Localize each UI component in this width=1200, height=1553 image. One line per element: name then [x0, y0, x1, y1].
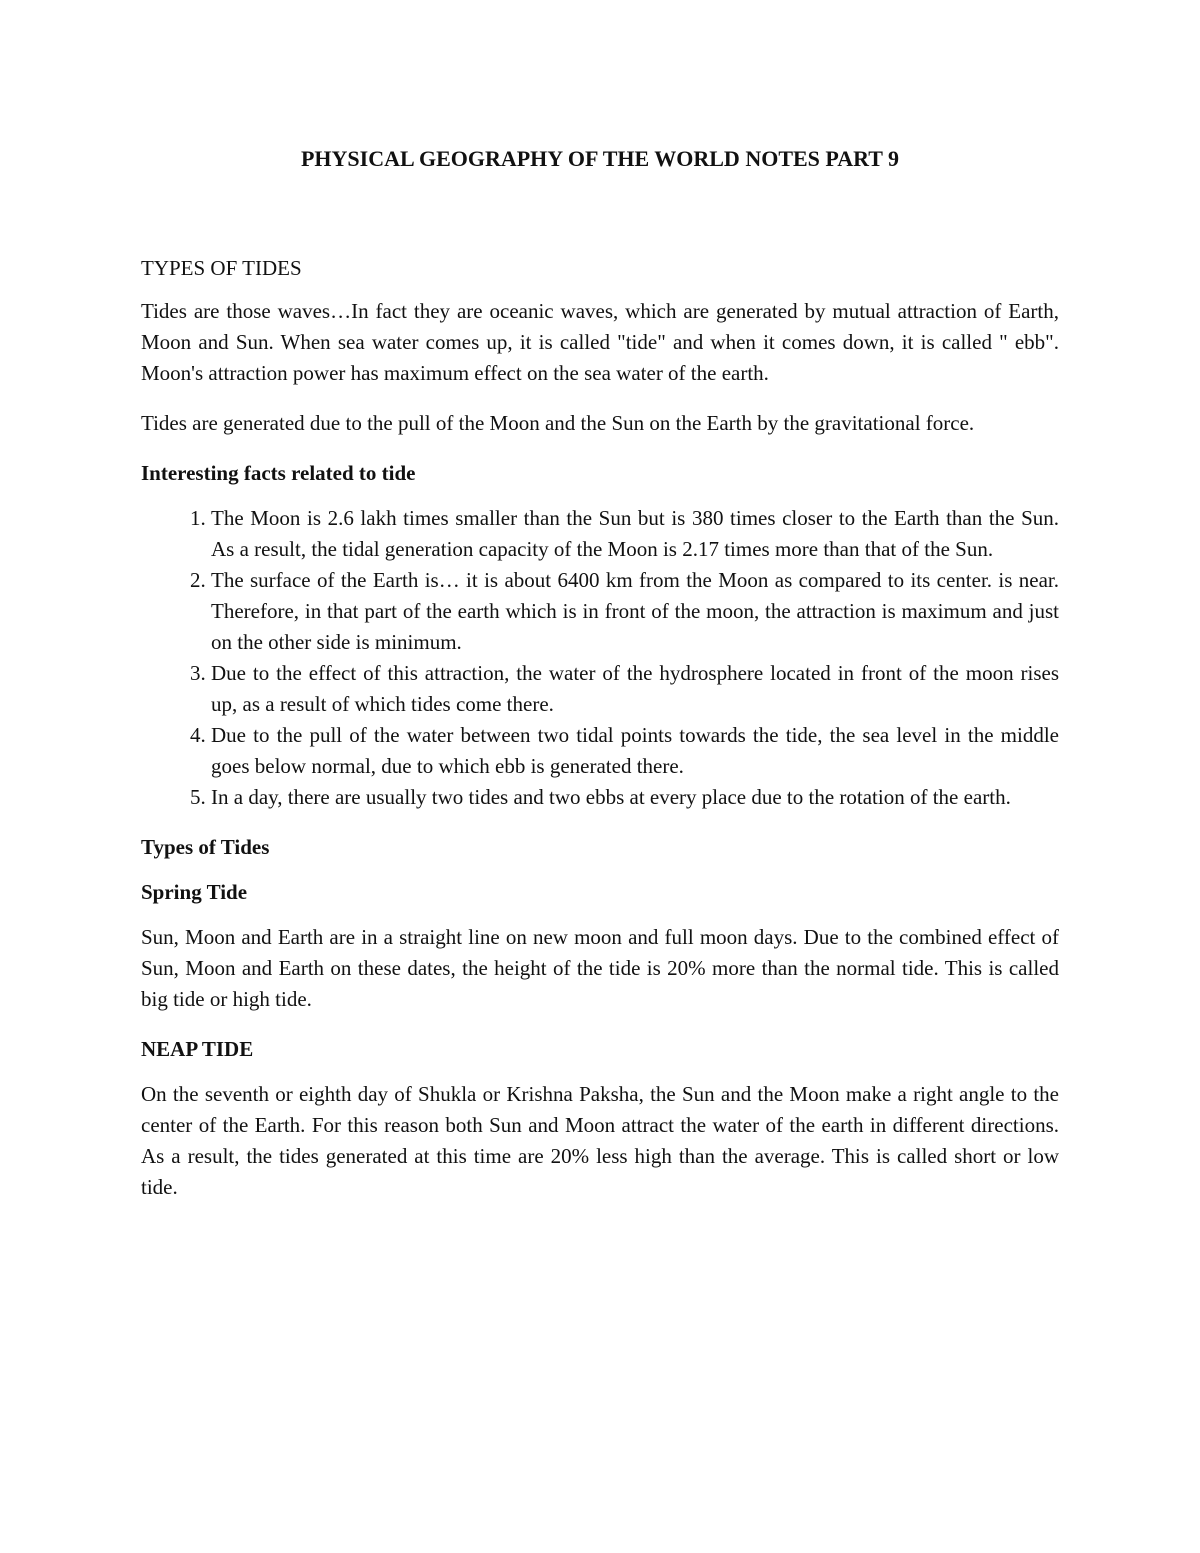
document-body [141, 253, 1059, 1222]
facts-heading: Interesting facts related to tide [141, 461, 416, 485]
list-item: 4. Due to the pull of the water between two tidal points towards the tide, the sea level in the middle goes below normal, due to which ebb is generated there. [211, 720, 1059, 782]
intro-paragraph: Tides are those waves…In fact they are oceanic waves, which are generated by mutual attraction of Earth, Moon and Sun. When sea water comes up, it is called "tide" and when it comes down, it is called " ebb". Moon's attraction power has maximum effect on the sea water of the earth. [141, 299, 1059, 385]
list-item: 1. The Moon is 2.6 lakh times smaller than the Sun but is 380 times closer to the Earth than the Sun. As a result, the tidal generation capacity of the Moon is 2.17 times more than that of the Sun. [211, 503, 1059, 565]
section-heading-types-of-tides: TYPES OF TIDES [141, 256, 302, 280]
document-title: PHYSICAL GEOGRAPHY OF THE WORLD NOTES PART 9 [300, 146, 899, 171]
spring-tide-heading: Spring Tide [141, 880, 248, 904]
facts-list [141, 503, 1059, 813]
neap-tide-paragraph: On the seventh or eighth day of Shukla or Krishna Paksha, the Sun and the Moon make a right angle to the center of the Earth. For this reason both Sun and Moon attract the water of the earth in different directions. As a result, the tides generated at this time are 20% less high than the average. This is called short or low tide. [141, 1082, 1059, 1199]
spring-tide-paragraph: Sun, Moon and Earth are in a straight line on new moon and full moon days. Due to the combined effect of Sun, Moon and Earth on these dates, the height of the tide is 20% more than the normal tide. This is called big tide or high tide. [141, 925, 1059, 1011]
neap-tide-heading: NEAP TIDE [141, 1037, 254, 1061]
list-item: 3. Due to the effect of this attraction, the water of the hydrosphere located in front of the moon rises up, as a result of which tides come there. [211, 658, 1059, 720]
list-item: 2. The surface of the Earth is… it is about 6400 km from the Moon as compared to its center. is near. Therefore, in that part of the earth which is in front of the moon, the attraction is maximum and just on the other side is minimum. [211, 565, 1059, 658]
types-of-tides-heading: Types of Tides [141, 835, 270, 859]
gravitational-force-paragraph: Tides are generated due to the pull of the Moon and the Sun on the Earth by the gravitational force. [141, 411, 975, 435]
list-item: 5. In a day, there are usually two tides and two ebbs at every place due to the rotation of the earth. [211, 782, 1059, 813]
